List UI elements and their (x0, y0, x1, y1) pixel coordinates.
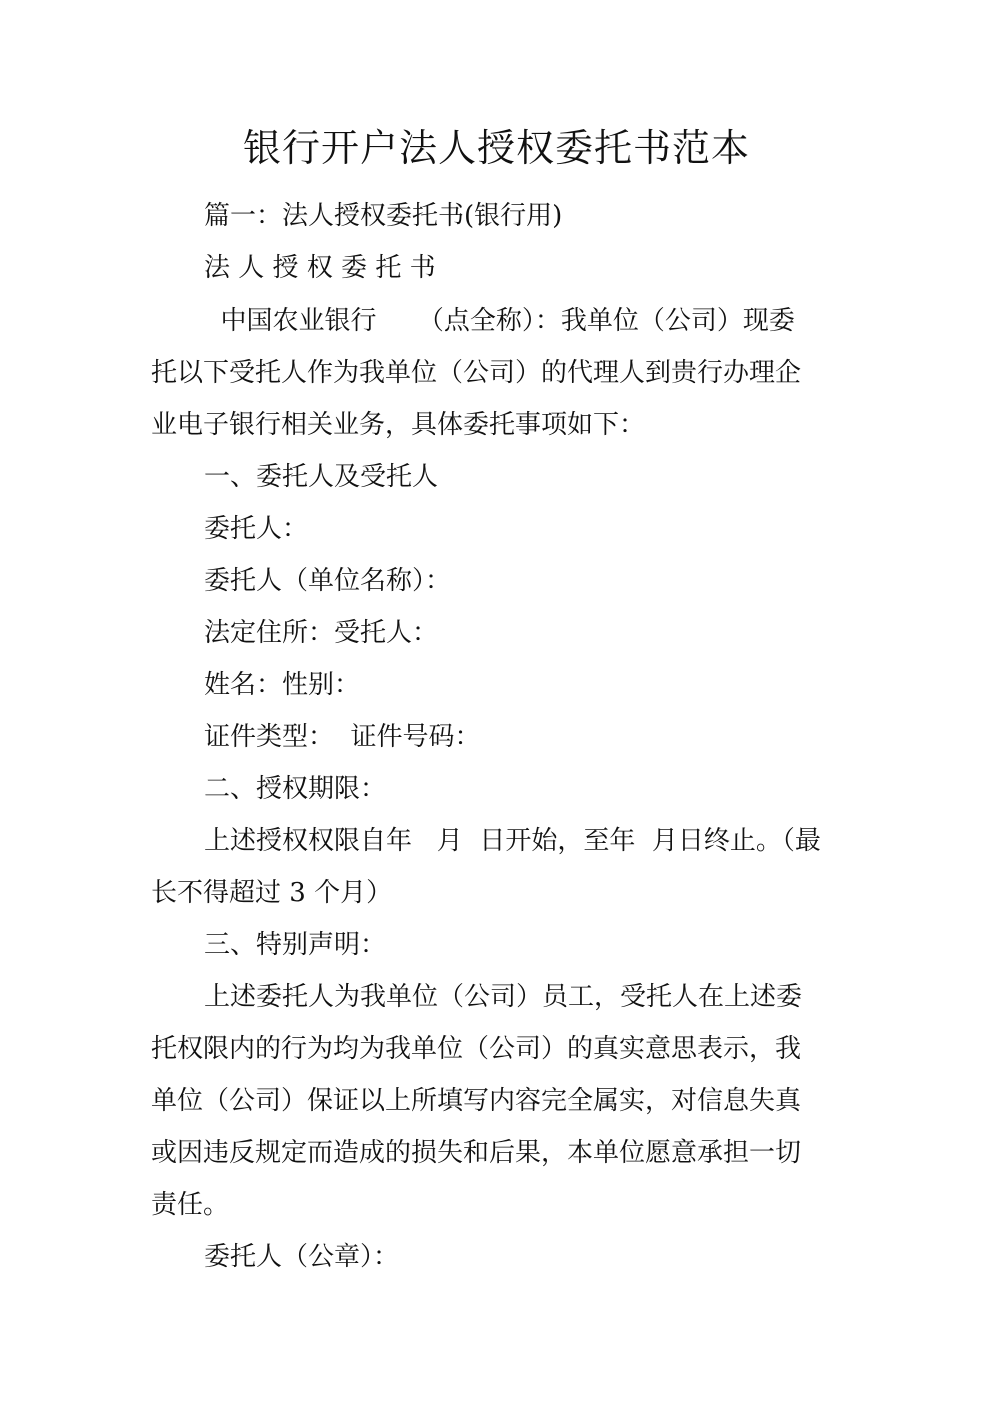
paragraph-line: 托以下受托人作为我单位（公司）的代理人到贵行办理企 (151, 358, 802, 388)
paragraph-line: 托权限内的行为均为我单位（公司）的真实意思表示，我 (151, 1034, 802, 1064)
paragraph-line: 中国农业银行 （点全称）：我单位（公司）现委 (204, 306, 795, 336)
paragraph-line: 单位（公司）保证以上所填写内容完全属实，对信息失真 (151, 1086, 802, 1116)
paragraph-line: 上述委托人为我单位（公司）员工，受托人在上述委 (204, 982, 803, 1012)
field-line-principal-name: 委托人（单位名称）： (204, 566, 452, 596)
paragraph-line: 责任。 (151, 1190, 230, 1220)
paragraph-line: 上述授权权限自年 月 日开始，至年 月日终止。（最 (204, 826, 821, 856)
section-heading-parties: 一、委托人及受托人 (204, 462, 439, 492)
document-title: 银行开户法人授权委托书范本 (242, 126, 750, 170)
section-heading-article-one: 篇一：法人授权委托书(银行用) (204, 201, 563, 231)
field-line-name-gender: 姓名：性别： (204, 670, 361, 700)
field-line-id-type-number: 证件类型： 证件号码： (204, 722, 481, 752)
field-line-address-agent: 法定住所：受托人： (204, 618, 439, 648)
paragraph-line: 业电子银行相关业务，具体委托事项如下： (151, 410, 646, 440)
paragraph-line: 或因违反规定而造成的损失和后果，本单位愿意承担一切 (151, 1138, 802, 1168)
letter-heading: 法 人 授 权 委 托 书 (204, 253, 436, 283)
signature-line-seal: 委托人（公章）： (204, 1242, 400, 1272)
field-line-principal: 委托人： (204, 514, 309, 544)
paragraph-line: 长不得超过 3 个月） (151, 878, 393, 908)
section-heading-statement: 三、特别声明： (204, 930, 387, 960)
section-heading-period: 二、授权期限： (204, 774, 387, 804)
